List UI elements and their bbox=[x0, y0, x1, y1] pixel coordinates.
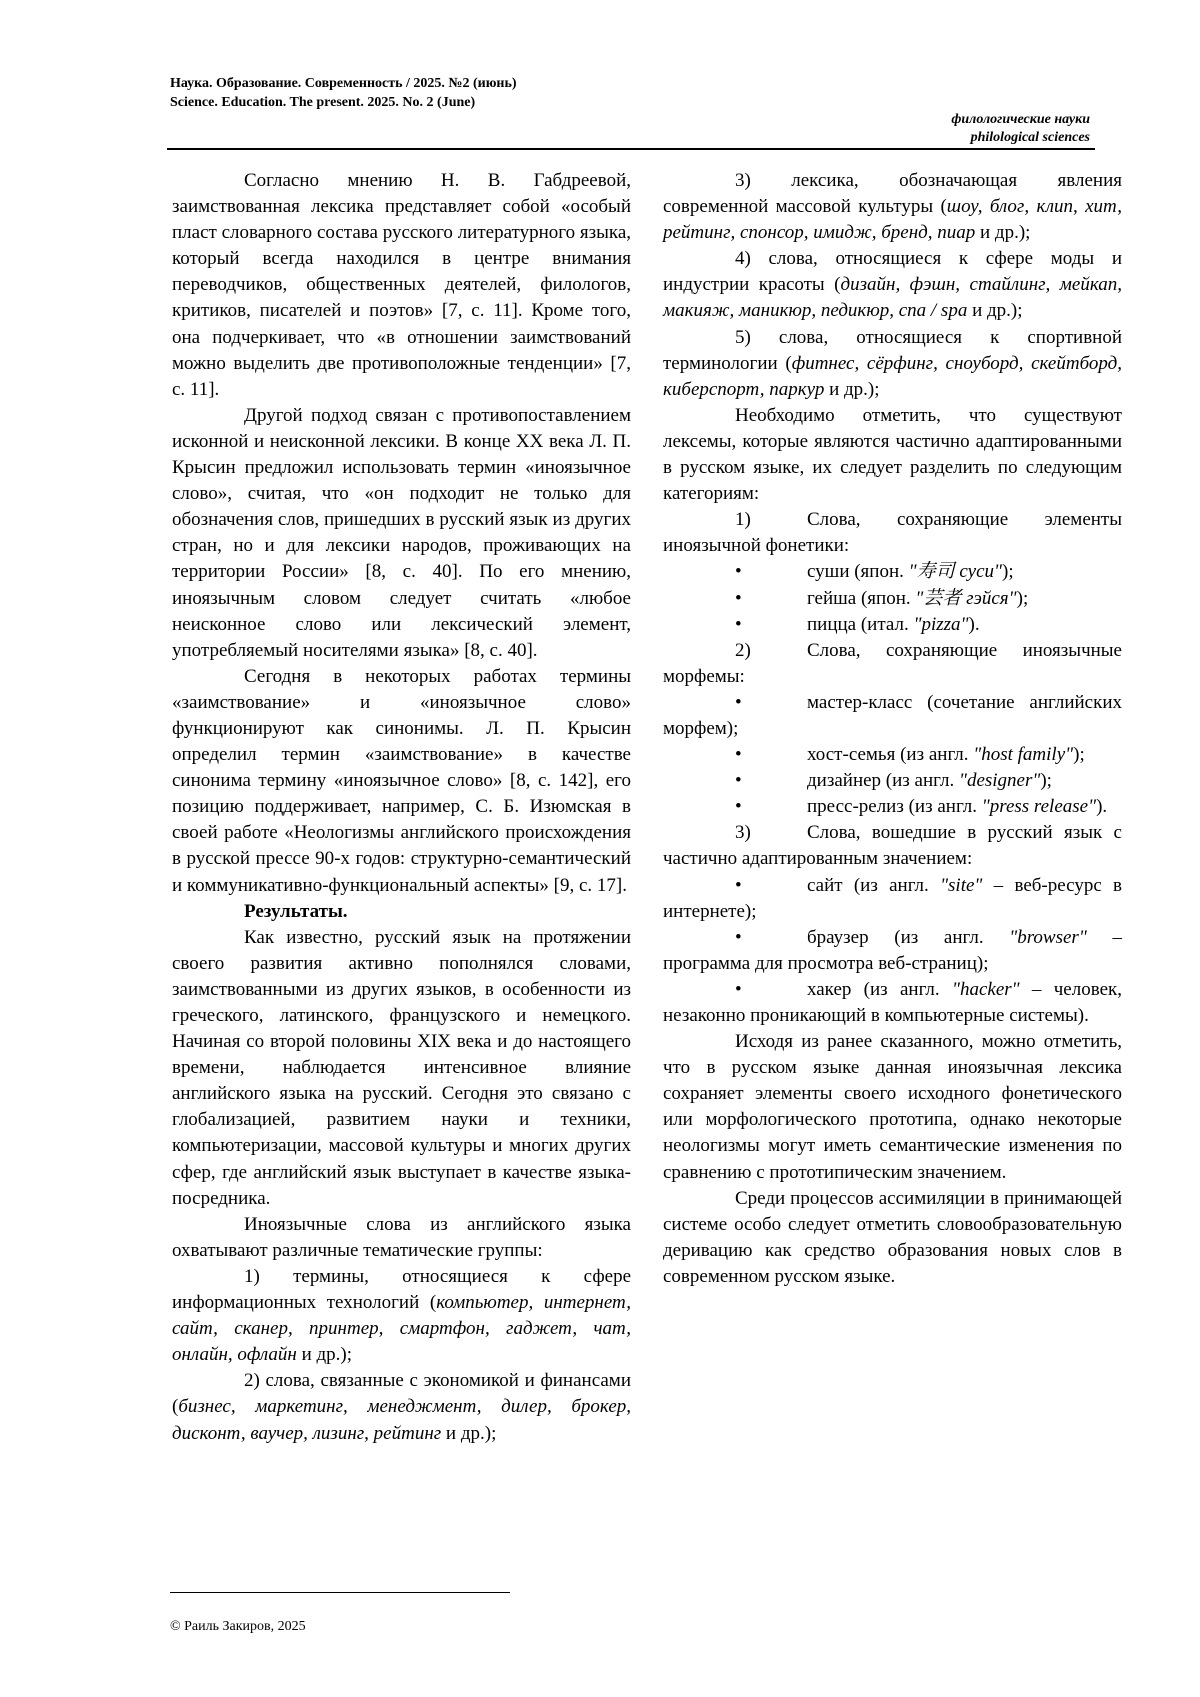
paragraph: Другой подход связан с противопоставлением исконной и неисконной лексики. В конце XX века Л. П. Крысин предложил использовать термин «иноязычное слово», считая, что «он подходит не только для обозначения слов, пришедших в русский язык из других стран, но и для лексики народов, проживающих на территории России» [8, с. 40]. По его мнению, иноязычным словом следует считать «любое неисконное слово или лексический элемент, употребляемый носителями языка» [8, с. 40]. bbox=[172, 404, 631, 661]
section-ru: филологические науки bbox=[951, 112, 1090, 127]
right-column bbox=[663, 168, 1122, 1290]
bullet-item: • пресс-релиз (из англ. "press release"). bbox=[735, 796, 1108, 818]
bullet-item: • суши (япон. "寿司 суси"); bbox=[735, 561, 1014, 583]
paragraph: Среди процессов ассимиляции в принимающей системе особо следует отметить словообразовательную деривацию как средство образования новых слов в современном русском языке. bbox=[663, 1187, 1122, 1287]
category-heading: 1) Слова, сохраняющие элементы иноязычной фонетики: bbox=[663, 509, 1122, 557]
list-item: 5) слова, относящиеся к спортивной терминологии (фитнес, сёрфинг, сноуборд, скейтборд, киберспорт, паркур и др.); bbox=[663, 326, 1122, 400]
section-header bbox=[951, 111, 1090, 147]
bullet-item: • хакер (из англ. "hacker" – человек, незаконно проникающий в компьютерные системы). bbox=[663, 978, 1122, 1026]
bullet-item: • гейша (япон. "芸者 гэйся"); bbox=[735, 587, 1029, 609]
list-item: 4) слова, относящиеся к сфере моды и индустрии красоты (дизайн, фэшн, стайлинг, мейкап, макияж, маникюр, педикюр, спа / spa и др.); bbox=[663, 248, 1122, 322]
list-item: 1) термины, относящиеся к сфере информационных технологий (компьютер, интернет, сайт, сканер, принтер, смартфон, гаджет, чат, онлайн, офлайн и др.); bbox=[172, 1265, 631, 1366]
bullet-item: • дизайнер (из англ. "designer"); bbox=[735, 770, 1052, 792]
paragraph: Исходя из ранее сказанного, можно отметить, что в русском языке данная иноязычная лексика сохраняет элементы своего исходного фонетического или морфологического прототипа, однако некоторые неологизмы могут иметь семантические изменения по сравнению с прототипическим значением. bbox=[663, 1031, 1122, 1183]
paragraph: Иноязычные слова из английского языка охватывают различные тематические группы: bbox=[172, 1213, 631, 1261]
list-item: 2) слова, связанные с экономикой и финансами (бизнес, маркетинг, менеджмент, дилер, брокер, дисконт, ваучер, лизинг, рейтинг и др.); bbox=[172, 1370, 631, 1444]
paragraph: Как известно, русский язык на протяжении своего развития активно пополнялся словами, заимствованными из других языков, в особенности из греческого, латинского, французского и немецкого. Начиная со второй половины XIX века и до настоящего времени, наблюдается интенсивное влияние английского языка на русский. Сегодня это связано с глобализацией, развитием науки и техники, компьютеризации, массовой культуры и многих других сфер, где английский язык выступает в качестве языка-посредника. bbox=[172, 926, 631, 1209]
journal-title-ru: Наука. Образование. Современность / 2025. №2 (июнь) bbox=[170, 76, 517, 91]
bullet-item: • мастер-класс (сочетание английских морфем); bbox=[663, 691, 1122, 739]
journal-header bbox=[170, 74, 517, 112]
bullet-item: • браузер (из англ. "browser" – программа для просмотра веб-страниц); bbox=[663, 926, 1122, 974]
left-column bbox=[172, 168, 631, 1447]
paragraph: Сегодня в некоторых работах термины «заимствование» и «иноязычное слово» функционируют как синонимы. Л. П. Крысин определил термин «заимствование» в качестве синонима термину «иноязычное слово» [8, с. 142], его позицию поддерживает, например, С. Б. Изюмская в своей работе «Неологизмы английского происхождения в русской прессе 90-х годов: структурно-семантический и коммуникативно-функциональный аспекты» [9, с. 17]. bbox=[172, 665, 631, 896]
header-rule bbox=[167, 148, 1095, 150]
bullet-item: • сайт (из англ. "site" – веб-ресурс в интернете); bbox=[663, 874, 1123, 922]
paragraph: Необходимо отметить, что существуют лексемы, которые являются частично адаптированными в русском языке, их следует разделить по следующим категориям: bbox=[663, 404, 1122, 505]
list-item: 3) лексика, обозначающая явления современной массовой культуры (шоу, блог, клип, хит, рейтинг, спонсор, имидж, бренд, пиар и др.); bbox=[663, 170, 1122, 244]
bullet-item: • хост-семья (из англ. "host family"); bbox=[735, 744, 1085, 766]
category-heading: 2) Слова, сохраняющие иноязычные морфемы: bbox=[663, 639, 1122, 687]
paragraph: Согласно мнению Н. В. Габдреевой, заимствованная лексика представляет собой «особый пласт словарного состава русского литературного языка, который всегда находился в центре внимания переводчиков, общественных деятелей, филологов, критиков, писателей и поэтов» [7, с. 11]. Кроме того, она подчеркивает, что «в отношении заимствований можно выделить две противоположные тенденции» [7, с. 11]. bbox=[172, 170, 631, 400]
footnote-rule bbox=[170, 1592, 510, 1593]
bullet-item: • пицца (итал. "pizza"). bbox=[735, 613, 980, 635]
journal-title-en: Science. Education. The present. 2025. No. 2 (June) bbox=[170, 95, 476, 110]
section-en: philological sciences bbox=[970, 130, 1090, 145]
section-heading: Результаты. bbox=[244, 900, 348, 922]
category-heading: 3) Слова, вошедшие в русский язык с частично адаптированным значением: bbox=[663, 822, 1122, 870]
copyright-note: © Раиль Закиров, 2025 bbox=[170, 1619, 306, 1634]
